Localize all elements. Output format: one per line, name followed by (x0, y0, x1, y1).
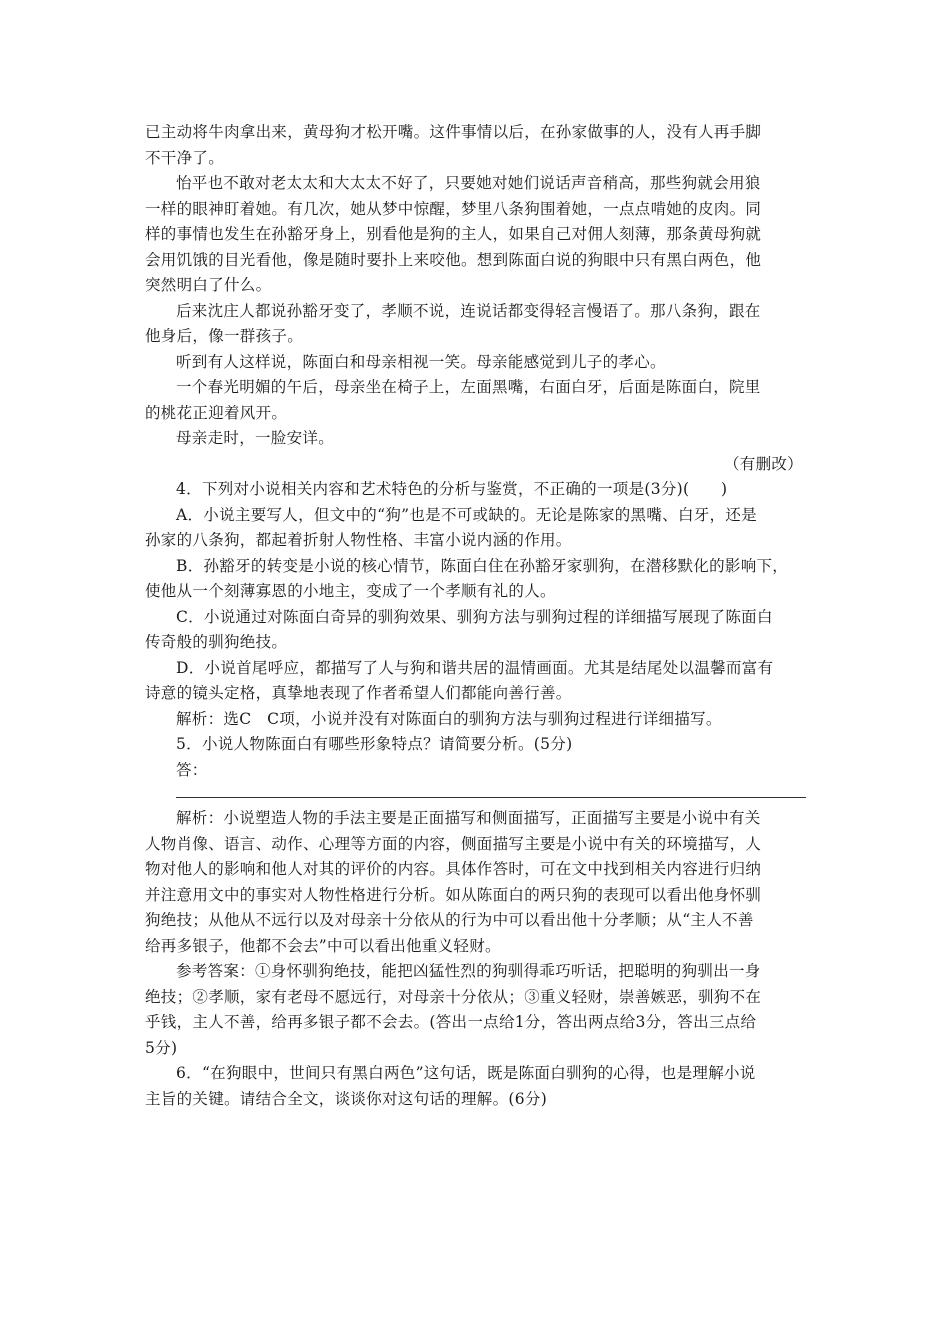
q5-analysis-line: 狗绝技；从他从不远行以及对母亲十分依从的行为中可以看出他十分孝顺；从“主人不善 (145, 911, 754, 929)
answer-line (176, 797, 806, 798)
text-line: 突然明白了什么。 (145, 276, 272, 294)
passage-paragraph-2 (145, 171, 805, 299)
option-a-cont: 孙家的八条狗，都起着折射人物性格、丰富小说内涵的作用。 (145, 531, 572, 549)
q5-analysis-line: 给再多银子，他都不会去”中可以看出他重义轻财。 (145, 936, 501, 955)
text-line: 的桃花正迎着风开。 (145, 403, 288, 422)
option-c-cont: 传奇般的驯狗绝技。 (145, 633, 288, 651)
question-stem: 5．小说人物陈面白有哪些形象特点？请简要分析。(5分) (176, 735, 573, 753)
answer-label: 答： (176, 760, 208, 779)
text-line: 后来沈庄人都说孙豁牙变了，孝顺不说，连说话都变得轻言慢语了。那八条狗，跟在 (176, 301, 761, 320)
document-page (145, 120, 805, 1112)
text-line: 听到有人这样说，陈面白和母亲相视一笑。母亲能感觉到儿子的孝心。 (176, 352, 666, 371)
text-line: 怡平也不敢对老太太和大太太不好了，只要她对她们说话声音稍高，那些狗就会用狼 (176, 174, 761, 192)
q4-analysis: 解析：选C C项，小说并没有对陈面白的驯狗方法与驯狗过程进行详细描写。 (176, 709, 722, 728)
text-line: 会用饥饿的目光看他，像是随时要扑上来咬他。想到陈面白说的狗眼中只有黑白两色，他 (145, 250, 762, 269)
question-5 (145, 732, 805, 1061)
q5-analysis-line: 解析：小说塑造人物的手法主要是正面描写和侧面描写，正面描写主要是小说中有关 (176, 809, 761, 827)
option-c: C．小说通过对陈面白奇异的驯狗效果、驯狗方法与驯狗过程的详细描写展现了陈面白 (176, 607, 773, 626)
question-6 (145, 1061, 805, 1112)
source-note: （有删改） (723, 454, 803, 473)
text-line: 样的事情也发生在孙豁牙身上，别看他是狗的主人，如果自己对佣人刻薄，那条黄母狗就 (145, 225, 762, 243)
passage-paragraph-1 (145, 120, 805, 171)
q5-reference-line: 乎钱，主人不善，给再多银子都不会去。(答出一点给1分，答出两点给3分，答出三点给 (145, 1013, 757, 1031)
passage-paragraph-4 (145, 350, 805, 376)
option-d: D．小说首尾呼应，都描写了人与狗和谐共居的温情画面。尤其是结尾处以温馨而富有 (176, 658, 774, 677)
q5-reference-line: 绝技；②孝顺，家有老母不愿远行，对母亲十分依从；③重义轻财，崇善嫉恶，驯狗不在 (145, 987, 762, 1006)
text-line: 已主动将牛肉拿出来，黄母狗才松开嘴。这件事情以后，在孙家做事的人，没有人再手脚 (145, 123, 762, 141)
q5-reference-line: 参考答案：①身怀驯狗绝技，能把凶猛性烈的狗驯得乖巧听话，把聪明的狗驯出一身 (176, 962, 761, 980)
option-b: B．孙豁牙的转变是小说的核心情节，陈面白住在孙豁牙家驯狗，在潜移默化的影响下， (176, 556, 789, 575)
q5-analysis-line: 并注意用文中的事实对人物性格进行分析。如从陈面白的两只狗的表现可以看出他身怀驯 (145, 885, 762, 904)
option-d-cont: 诗意的镜头定格，真挚地表现了作者希望人们都能向善行善。 (145, 684, 572, 702)
passage-paragraph-3 (145, 299, 805, 350)
q5-reference-line: 5分) (145, 1038, 178, 1057)
option-b-cont: 使他从一个刻薄寡恩的小地主，变成了一个孝顺有礼的人。 (145, 582, 556, 600)
passage-paragraph-5 (145, 375, 805, 426)
question-stem-cont: 主旨的关键。请结合全文，谈谈你对这句话的理解。(6分) (145, 1089, 548, 1108)
q5-analysis-line: 物对他人的影响和他人对其的评价的内容。具体作答时，可在文中找到相关内容进行归纳 (145, 860, 762, 878)
text-line: 一样的眼神盯着她。有几次，她从梦中惊醒，梦里八条狗围着她，一点点啃她的皮肉。同 (145, 199, 762, 218)
text-line: 不干净了。 (145, 148, 225, 167)
q5-analysis-line: 人物肖像、语言、动作、心理等方面的内容，侧面描写主要是小说中有关的环境描写，人 (145, 834, 762, 853)
text-line: 一个春光明媚的午后，母亲坐在椅子上，左面黑嘴，右面白牙，后面是陈面白，院里 (176, 378, 761, 396)
text-line: 他身后，像一群孩子。 (145, 327, 304, 345)
passage-paragraph-6 (145, 426, 805, 452)
text-line: 母亲走时，一脸安详。 (176, 429, 335, 447)
question-stem: 6．“在狗眼中，世间只有黑白两色”这句话，既是陈面白驯狗的心得，也是理解小说 (176, 1064, 756, 1082)
option-a: A．小说主要写人，但文中的“狗”也是不可或缺的。无论是陈家的黑嘴、白牙，还是 (176, 505, 757, 524)
question-4 (145, 477, 805, 732)
question-stem: 4．下列对小说相关内容和艺术特色的分析与鉴赏，不正确的一项是(3分)( ) (176, 480, 728, 498)
